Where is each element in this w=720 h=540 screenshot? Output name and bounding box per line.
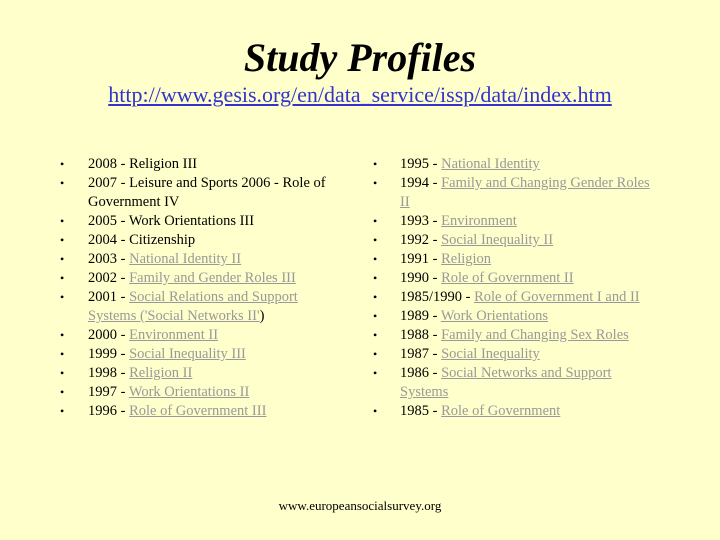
study-link[interactable]: Environment [441,213,517,229]
footer-url: www.europeansocialsurvey.org [278,498,442,513]
bullet-icon: • [60,271,65,285]
study-item [373,364,658,402]
study-link[interactable]: Social Networks and Support Systems [400,365,612,400]
study-item [373,402,658,421]
bullet-icon: • [60,157,65,171]
study-year-label: 2000 - [88,327,130,343]
study-item [373,174,658,212]
study-list-right [373,155,658,421]
bullet-icon: • [373,176,378,190]
study-year-label: 1989 - [400,308,441,324]
study-link[interactable]: Social Relations and Support Systems ('Social Networks II' [88,289,298,324]
study-year-label: 2002 - [88,270,130,286]
study-year-label: 1991 - [400,251,442,267]
study-year-label: 1993 - [400,213,442,229]
study-item [373,307,658,326]
page-title: Study Profiles [243,35,477,80]
study-item [60,364,338,383]
study-item [373,269,658,288]
study-item [60,212,338,231]
bullet-icon: • [373,404,378,418]
study-link[interactable]: Role of Government I and II [474,289,640,305]
study-link[interactable]: Family and Changing Gender Roles II [400,175,650,210]
bullet-icon: • [373,328,378,342]
bullet-icon: • [60,385,65,399]
study-item [60,326,338,345]
study-link[interactable]: Family and Gender Roles III [129,270,296,286]
study-year-label: 1996 - [88,403,130,419]
study-year-label: 1990 - [400,270,442,286]
study-item [60,250,338,269]
bullet-icon: • [373,309,378,323]
study-year-label: 2004 - Citizenship [88,232,196,248]
bullet-icon: • [373,347,378,361]
study-link[interactable]: Social Inequality II [441,232,554,248]
study-link[interactable]: Religion II [129,365,193,381]
study-year-label: 2005 - Work Orientations III [88,213,255,229]
bullet-icon: • [60,404,65,418]
study-link[interactable]: National Identity [441,156,540,172]
url-line [0,82,720,108]
study-item [373,288,658,307]
study-link[interactable]: Role of Government II [441,270,574,286]
bullet-icon: • [60,290,65,304]
bullet-icon: • [373,290,378,304]
bullet-icon: • [60,366,65,380]
bullet-icon: • [60,176,65,190]
study-year-label: 1999 - [88,346,130,362]
study-item [373,250,658,269]
study-item [60,174,338,212]
study-link[interactable]: Environment II [129,327,219,343]
bullet-icon: • [60,214,65,228]
study-link[interactable]: Family and Changing Sex Roles [441,327,629,343]
study-year-label: 1987 - [400,346,442,362]
study-year-label: 1994 - [400,175,442,191]
study-link[interactable]: Work Orientations [440,308,548,324]
bullet-icon: • [373,271,378,285]
study-year-label: 1998 - [88,365,130,381]
study-link[interactable]: Role of Government III [129,403,267,419]
study-item [60,231,338,250]
study-item [373,155,658,174]
bullet-icon: • [60,233,65,247]
bullet-icon: • [373,214,378,228]
study-item [60,383,338,402]
study-item [373,231,658,250]
study-item [373,326,658,345]
study-item [60,288,338,326]
study-link[interactable]: Social Inequality III [129,346,246,362]
study-suffix: ) [259,308,265,324]
study-year-label: 1985/1990 - [400,289,475,305]
study-year-label: 2003 - [88,251,130,267]
study-link[interactable]: Work Orientations II [128,384,250,400]
bullet-icon: • [373,233,378,247]
study-year-label: 1995 - [400,156,442,172]
study-list-left [60,155,338,421]
study-year-label: 2008 - Religion III [88,156,198,172]
study-link[interactable]: Social Inequality [441,346,540,362]
bullet-icon: • [373,252,378,266]
study-year-label: 1985 - [400,403,442,419]
bullet-icon: • [60,328,65,342]
study-item [373,212,658,231]
gesis-url-link[interactable]: http://www.gesis.org/en/data_service/issp/data/index.htm [108,82,612,107]
bullet-icon: • [373,366,378,380]
study-link[interactable]: Role of Government [441,403,561,419]
study-item [60,155,338,174]
study-year-label: 2007 - Leisure and Sports 2006 - Role of Government IV [88,175,326,210]
study-year-label: 1992 - [400,232,442,248]
study-item [60,402,338,421]
bullet-icon: • [373,157,378,171]
study-year-label: 1986 - [400,365,442,381]
study-item [60,345,338,364]
study-item [373,345,658,364]
bullet-icon: • [60,347,65,361]
study-link[interactable]: Religion [441,251,492,267]
study-item [60,269,338,288]
study-link[interactable]: National Identity II [129,251,242,267]
bullet-icon: • [60,252,65,266]
study-year-label: 1988 - [400,327,442,343]
study-year-label: 2001 - [88,289,130,305]
study-year-label: 1997 - [88,384,129,400]
